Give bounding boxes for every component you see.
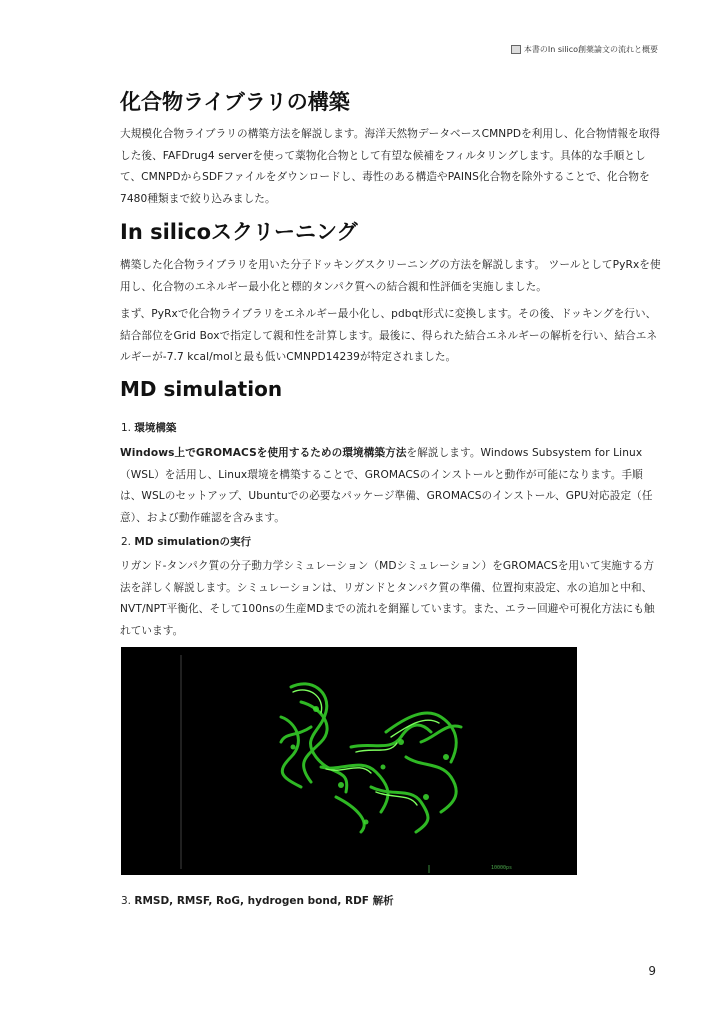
md-item-2-number: 2. — [121, 536, 132, 548]
section-title-library: 化合物ライブラリの構築 — [120, 90, 350, 114]
library-paragraph: 大規模化合物ライブラリの構築方法を解説します。海洋天然物データベースCMNPDを利用し、化合物情報を取得した後、FAFDrug4 serverを使って薬物化合物として有望な候補をフィルタリングします。具体的な手順として、CMNPDからSDFファイルをダウンロードし、毒性のある構造やPAINS化合物を除外することで、化合物を7480種類まで絞り込みました。 — [120, 128, 661, 205]
running-header — [511, 44, 658, 55]
book-icon — [511, 45, 521, 54]
md-item-3-label: RMSD, RMSF, RoG, hydrogen bond, RDF 解析 — [134, 895, 394, 907]
md-item-1-text: を解説します。Windows Subsystem for Linux（WSL）を活用し、Linux環境を構築することで、GROMACSのインストールと動作が可能になります。手順は、WSLのセットアップ、Ubuntuでの必要なパッケージ準備、GROMACSのインストール、GPU対応設定（任意）、および動作確認を含みます。 — [120, 447, 653, 524]
md-item-1-label: 環境構築 — [134, 422, 177, 434]
md-item-2-label: MD simulationの実行 — [134, 536, 251, 548]
md-item-1-paragraph — [120, 443, 664, 529]
section-title-screening: In silicoスクリーニング — [120, 220, 358, 244]
md-item-3-heading — [121, 893, 394, 908]
protein-structure-image — [121, 647, 577, 875]
time-readout: 10000ps — [491, 865, 513, 871]
md-item-1-bold: Windows上でGROMACSを使用するための環境構築方法 — [120, 447, 407, 459]
md-simulation-figure — [121, 647, 577, 875]
md-item-3-number: 3. — [121, 895, 132, 907]
screening-paragraph-2: まず、PyRxで化合物ライブラリをエネルギー最小化し、pdbqt形式に変換します。その後、ドッキングを行い、結合部位をGrid Boxで指定して親和性を計算します。最後に、得られた結合エネルギーの解析を行い、結合エネルギーが-7.7 kcal/molと最も低いCMNPD14239が特定されました。 — [120, 308, 658, 363]
screening-paragraph-1: 構築した化合物ライブラリを用いた分子ドッキングスクリーニングの方法を解説します。 ツールとしてPyRxを使用し、化合物のエネルギー最小化と標的タンパク質への結合親和性評価を実施しました。 — [120, 259, 661, 293]
md-item-2-heading — [121, 534, 251, 549]
md-item-1-number: 1. — [121, 422, 132, 434]
running-header-title: 本書のIn silico創薬論文の流れと概要 — [523, 45, 658, 54]
md-item-2-paragraph: リガンド-タンパク質の分子動力学シミュレーション（MDシミュレーション）をGROMACSを用いて実施する方法を詳しく解説します。シミュレーションは、リガンドとタンパク質の準備、位置拘束設定、水の追加と中和、NVT/NPT平衡化、そして100nsの生産MDまでの流れを網羅しています。また、エラー回避や可視化方法にも触れています。 — [120, 560, 655, 637]
section-title-md: MD simulation — [120, 377, 283, 401]
md-item-1-heading — [121, 420, 176, 435]
page-number: 9 — [648, 964, 656, 978]
figure-background — [121, 647, 577, 875]
